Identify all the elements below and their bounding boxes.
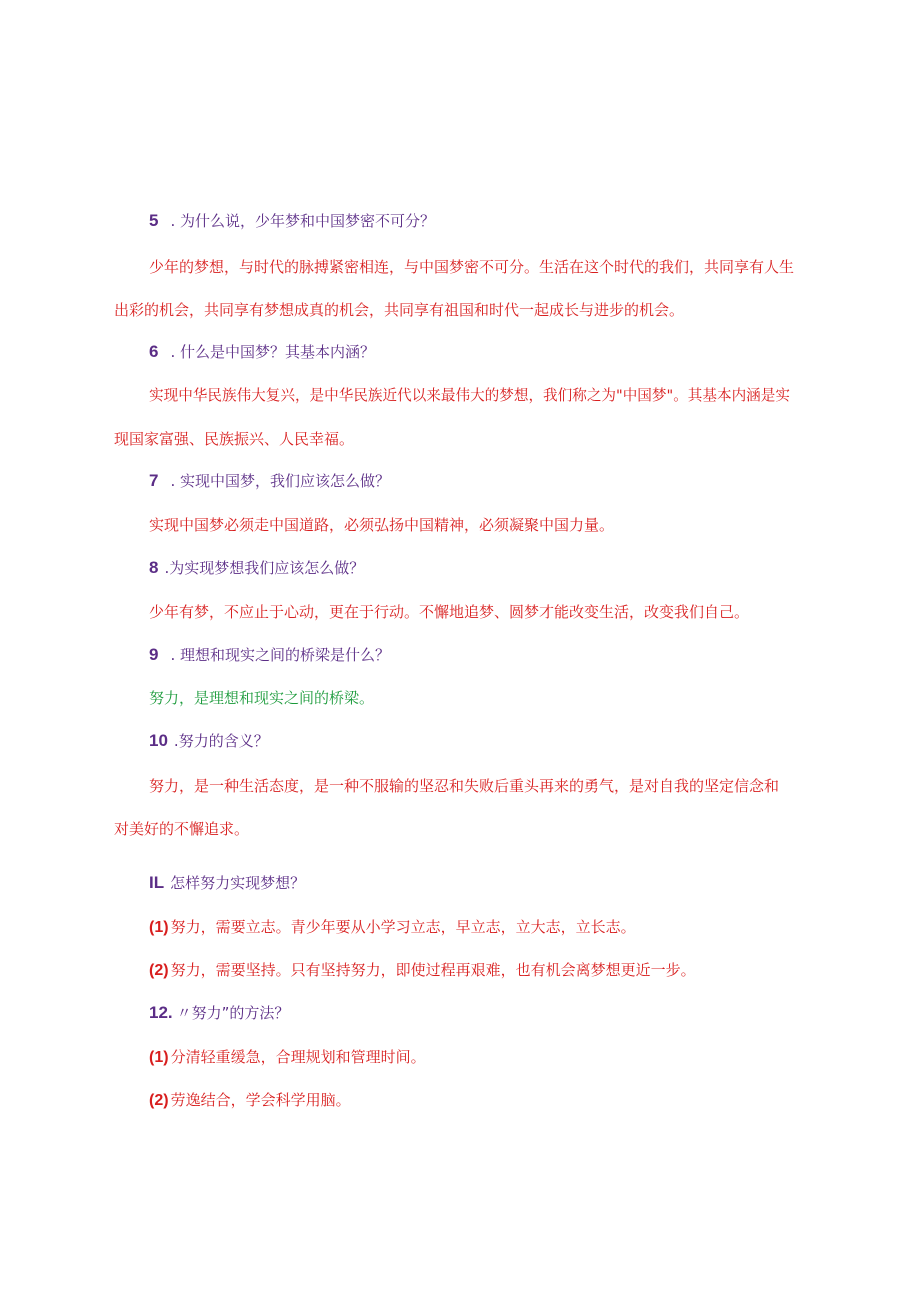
question-9 <box>149 645 390 665</box>
question-number: 12. <box>149 1003 173 1022</box>
question-number: 9 <box>149 645 159 664</box>
question-number: 10 <box>149 731 168 750</box>
point-number: (2) <box>149 1092 169 1109</box>
question-11 <box>149 873 305 893</box>
question-text: . 实现中国梦，我们应该怎么做？ <box>170 472 391 490</box>
point-text: 分清轻重缓急，合理规划和管理时间。 <box>170 1048 426 1066</box>
point-number: (1) <box>149 919 169 936</box>
question-text: . 什么是中国梦？其基本内涵？ <box>170 343 376 361</box>
answer-5-line-1: 少年的梦想，与时代的脉搏紧密相连，与中国梦密不可分。生活在这个时代的我们，共同享有人生 <box>149 258 795 276</box>
point-text: 努力，需要坚持。只有坚持努力，即使过程再艰难，也有机会离梦想更近一步。 <box>170 961 696 979</box>
question-7 <box>149 471 390 491</box>
question-8 <box>149 558 364 578</box>
question-number: IL <box>149 873 165 892</box>
question-text: . 为什么说，少年梦和中国梦密不可分？ <box>170 212 436 230</box>
question-text: 怎样努力实现梦想？ <box>170 874 306 892</box>
question-number: 7 <box>149 471 159 490</box>
answer-10-line-2: 对美好的不懈追求。 <box>114 820 250 838</box>
question-text: . 理想和现实之间的桥梁是什么？ <box>170 646 391 664</box>
answer-7-line-1: 实现中国梦必须走中国道路，必须弘扬中国精神，必须凝聚中国力量。 <box>149 516 615 534</box>
question-6 <box>149 342 375 362</box>
answer-6-line-2: 现国家富强、民族振兴、人民幸福。 <box>114 430 355 448</box>
point-12-2 <box>149 1090 351 1111</box>
answer-5-line-2: 出彩的机会，共同享有梦想成真的机会，共同享有祖国和时代一起成长与进步的机会。 <box>114 301 685 319</box>
question-number: 8 <box>149 558 159 577</box>
answer-6-line-1: 实现中华民族伟大复兴，是中华民族近代以来最伟大的梦想，我们称之为"中国梦"。其基本内涵是实 <box>149 387 790 404</box>
point-number: (1) <box>149 1049 169 1066</box>
question-number: 5 <box>149 211 159 230</box>
question-number: 6 <box>149 342 159 361</box>
answer-9-line-1: 努力，是理想和现实之间的桥梁。 <box>149 689 375 707</box>
point-11-1 <box>149 917 636 938</box>
question-10 <box>149 731 269 751</box>
question-5 <box>149 211 435 231</box>
question-text: 〃努力”的方法？ <box>176 1004 290 1022</box>
point-12-1 <box>149 1047 426 1068</box>
point-text: 努力，需要立志。青少年要从小学习立志，早立志，立大志，立长志。 <box>170 918 636 936</box>
point-number: (2) <box>149 962 169 979</box>
point-text: 劳逸结合，学会科学用脑。 <box>170 1091 351 1109</box>
answer-10-line-1: 努力，是一种生活态度，是一种不服输的坚忍和失败后重头再来的勇气，是对自我的坚定信念和 <box>149 777 780 795</box>
point-11-2 <box>149 960 696 981</box>
question-text: .努力的含义？ <box>173 732 269 750</box>
question-12 <box>149 1003 289 1023</box>
question-text: .为实现梦想我们应该怎么做？ <box>164 559 365 577</box>
answer-8-line-1: 少年有梦，不应止于心动，更在于行动。不懈地追梦、圆梦才能改变生活，改变我们自己。 <box>149 603 750 621</box>
